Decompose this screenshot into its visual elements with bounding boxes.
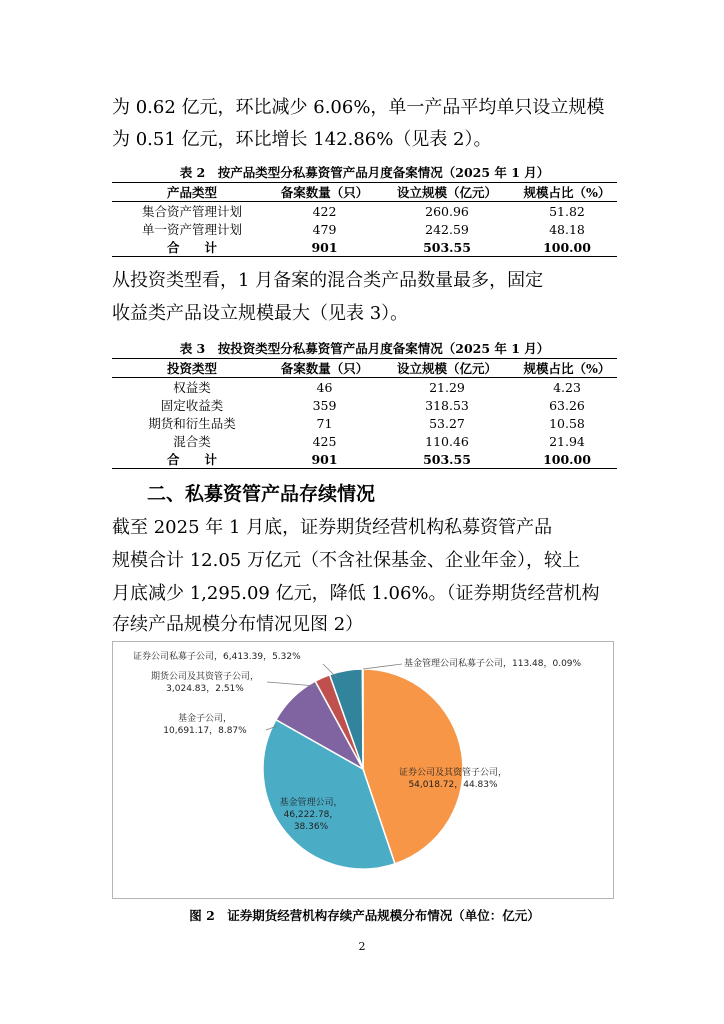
table-header-cell: 备案数量（只） <box>272 183 377 202</box>
table-cell: 503.55 <box>377 450 517 469</box>
paragraph-1-line-1: 为 0.62 亿元，环比减少 6.06%，单一产品平均单只设立规模 <box>112 97 605 118</box>
table-cell: 10.58 <box>549 415 585 431</box>
data-label: 证券公司及其资管子公司， 54,018.72，44.83% <box>398 768 508 790</box>
paragraph-3-line-4: 存续产品规模分布情况见图 2） <box>112 614 364 635</box>
table-header-cell: 设立规模（亿元） <box>377 183 517 202</box>
table-row <box>112 432 617 450</box>
table-cell: 100.00 <box>517 238 617 257</box>
data-label: 基金管理公司， 46,222.78， 38.36% <box>279 798 343 832</box>
table-header-cell: 设立规模（亿元） <box>377 359 517 378</box>
table-cell: 21.94 <box>549 433 585 449</box>
table-cell: 100.00 <box>517 450 617 469</box>
table-header-cell: 规模占比（%） <box>517 183 617 202</box>
table-total-row <box>112 238 617 257</box>
table-row <box>112 202 617 221</box>
page-number: 2 <box>358 940 366 953</box>
paragraph-2-line-2: 收益类产品设立规模最大（见表 3）。 <box>112 303 409 324</box>
pie-chart-figure <box>112 641 614 899</box>
table-cell: 242.59 <box>425 221 469 237</box>
data-label: 基金管理公司私募子公司，113.48，0.09% <box>404 659 582 669</box>
table-cell: 权益类 <box>173 380 211 395</box>
table-cell: 48.18 <box>549 221 585 237</box>
paragraph-3-line-2: 规模合计 12.05 万亿元（不含社保基金、企业年金），较上 <box>112 550 580 571</box>
table-total-row <box>112 450 617 469</box>
table-cell: 集合资产管理计划 <box>141 204 242 219</box>
data-label: 期货公司及其资管子公司， 3,024.83，2.51% <box>150 672 260 694</box>
paragraph-3-line-3: 月底减少 1,295.09 亿元，降低 1.06%。（证券期货经营机构 <box>112 583 600 604</box>
data-label: 证券公司私募子公司，6,413.39，5.32% <box>133 652 301 662</box>
table-cell: 71 <box>316 415 333 431</box>
table-cell: 期货和衍生品类 <box>148 416 236 431</box>
table-cell: 合 计 <box>112 450 272 469</box>
table-cell: 901 <box>272 238 377 257</box>
paragraph-3-line-1: 截至 2025 年 1 月底，证券期货经营机构私募资管产品 <box>112 517 553 538</box>
table-cell: 固定收益类 <box>160 398 224 413</box>
table-cell: 503.55 <box>377 238 517 257</box>
table-header-cell: 规模占比（%） <box>517 359 617 378</box>
slice-fund-private-subsidiaries <box>362 669 363 769</box>
table-cell: 901 <box>272 450 377 469</box>
table-cell: 53.27 <box>429 415 465 431</box>
table-row <box>112 396 617 414</box>
table-cell: 单一资产管理计划 <box>141 222 242 237</box>
table-3 <box>112 358 617 469</box>
table-header-cell: 投资类型 <box>112 359 272 378</box>
table-header-cell: 备案数量（只） <box>272 359 377 378</box>
leader-line <box>267 682 316 686</box>
table-cell: 合 计 <box>112 238 272 257</box>
table-2-caption: 表 2 按产品类型分私募资管产品月度备案情况（2025 年 1 月） <box>179 165 550 180</box>
table-cell: 425 <box>312 433 337 449</box>
table-cell: 110.46 <box>425 433 469 449</box>
table-cell: 46 <box>316 379 333 395</box>
table-cell: 318.53 <box>425 397 469 413</box>
table-header-row <box>112 183 617 202</box>
table-row <box>112 220 617 238</box>
table-3-caption: 表 3 按投资类型分私募资管产品月度备案情况（2025 年 1 月） <box>179 341 550 356</box>
table-cell: 21.29 <box>429 379 465 395</box>
table-header-row <box>112 359 617 378</box>
data-label: 基金子公司， 10,691.17，8.87% <box>163 714 247 736</box>
table-cell: 63.26 <box>549 397 585 413</box>
table-header-cell: 产品类型 <box>112 183 272 202</box>
pie-chart <box>113 642 613 898</box>
section-heading: 二、私募资管产品存续情况 <box>147 483 376 505</box>
figure-caption: 图 2 证券期货经营机构存续产品规模分布情况（单位：亿元） <box>189 908 540 923</box>
table-cell: 479 <box>312 221 337 237</box>
table-row <box>112 414 617 432</box>
paragraph-2-line-1: 从投资类型看，1 月备案的混合类产品数量最多，固定 <box>112 270 544 291</box>
table-cell: 422 <box>312 203 337 219</box>
table-row <box>112 378 617 397</box>
leader-line <box>363 664 402 669</box>
table-cell: 4.23 <box>553 379 581 395</box>
table-2 <box>112 182 617 257</box>
table-cell: 260.96 <box>425 203 469 219</box>
paragraph-1-line-2: 为 0.51 亿元，环比增长 142.86%（见表 2）。 <box>112 129 492 150</box>
table-cell: 359 <box>312 397 337 413</box>
table-cell: 51.82 <box>549 203 585 219</box>
table-cell: 混合类 <box>173 434 211 449</box>
